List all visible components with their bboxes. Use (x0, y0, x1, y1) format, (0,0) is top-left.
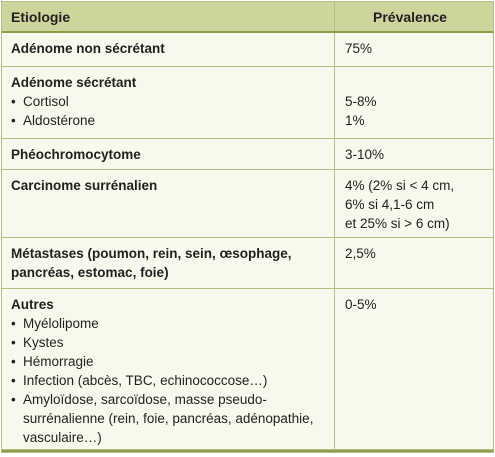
row-title: pancréas, estomac, foie) (11, 265, 169, 280)
bottom-rule (2, 450, 493, 452)
row-title: Adénome sécrétant (11, 75, 137, 90)
row-value: 6% si 4,1-6 cm (345, 197, 435, 212)
row-title: Carcinome surrénalien (11, 178, 158, 193)
table-header (2, 2, 493, 33)
list-item: • Cortisol (11, 94, 69, 109)
row-title: Métastases (poumon, rein, sein, œsophage, (11, 246, 292, 261)
row-value: 1% (345, 113, 365, 128)
bullet-icon: • (11, 354, 16, 369)
list-item: • Kystes (11, 335, 64, 350)
bullet-icon: • (11, 335, 16, 350)
list-item: • Amyloïdose, sarcoïdose, masse pseudo-surrénalienne (rein, foie, pancréas, adénopathie, vasculaire…) (11, 392, 314, 445)
header-prevalence: Prévalence (373, 8, 447, 25)
table-row-adenome-non-secretant (2, 33, 493, 67)
row-value: et 25% si > 6 cm) (345, 216, 450, 231)
list-item: • Myélolipome (11, 316, 99, 331)
row-value: 0-5% (345, 297, 377, 312)
row-title: Adénome non sécrétant (11, 41, 165, 56)
table-row-carcinome-surrenalien (2, 170, 493, 238)
bullet-icon: • (11, 373, 16, 388)
bullet-icon: • (11, 113, 16, 128)
row-value: 4% (2% si < 4 cm, (345, 178, 455, 193)
row-value: 75% (345, 41, 373, 56)
row-value: 3-10% (345, 147, 385, 162)
table-row-adenome-secretant (2, 67, 493, 139)
table-row-metastases (2, 238, 493, 289)
bullet-icon: • (11, 94, 16, 109)
bullet-icon: • (11, 392, 16, 407)
bullet-icon: • (11, 316, 16, 331)
list-item: • Hémorragie (11, 354, 94, 369)
row-value: 2,5% (345, 246, 376, 261)
etiology-table (1, 1, 494, 453)
table-row-pheochromocytome (2, 139, 493, 170)
row-title: Phéochromocytome (11, 147, 141, 162)
list-item: • Aldostérone (11, 113, 96, 128)
row-value: 5-8% (345, 94, 377, 109)
table-row-autres (2, 289, 493, 450)
list-item: • Infection (abcès, TBC, echinococcose…) (11, 373, 268, 388)
row-title: Autres (11, 297, 54, 312)
header-etiologie: Etiologie (2, 2, 335, 31)
